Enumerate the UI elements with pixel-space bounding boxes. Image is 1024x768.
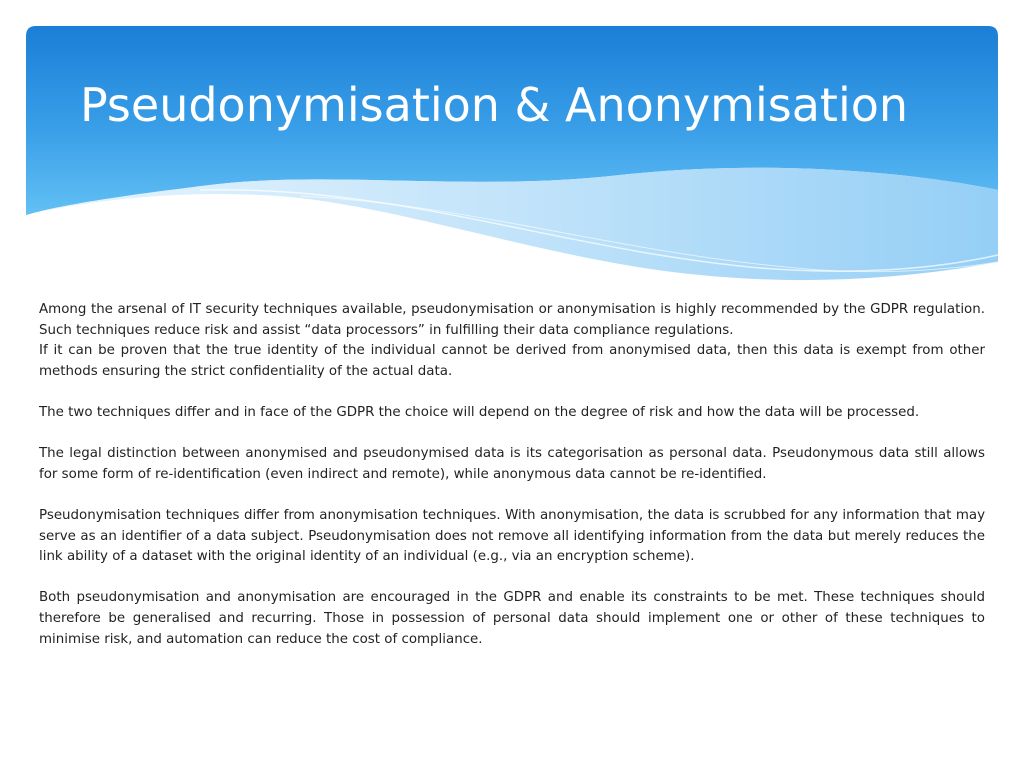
paragraph: The two techniques differ and in face of the GDPR the choice will depend on the degree of risk and how the data will be processed. xyxy=(39,404,920,420)
spacer xyxy=(39,382,985,403)
paragraph: If it can be proven that the true identity of the individual cannot be derived from anonymised data, then this data is exempt from other methods ensuring the strict confidentiality of the actual data. xyxy=(39,343,985,379)
spacer xyxy=(39,485,985,506)
paragraph: The legal distinction between anonymised and pseudonymised data is its categorisation as personal data. Pseudonymous data still allows for some form of re-identification (even indirect and remote), while anonymous data cannot be re-identified. xyxy=(39,446,985,482)
paragraph: Pseudonymisation techniques differ from anonymisation techniques. With anonymisation, the data is scrubbed for any information that may serve as an identifier of a data subject. Pseudonymisation does not remove all identifying information from the data but merely reduces the link ability of a dataset with the original identity of an individual (e.g., via an encryption scheme). xyxy=(39,507,985,565)
paragraph: Both pseudonymisation and anonymisation are encouraged in the GDPR and enable its constraints to be met. These techniques should therefore be generalised and recurring. Those in possession of personal data should implement one or other of these techniques to minimise risk, and automation can reduce the cost of compliance. xyxy=(39,590,985,647)
spacer xyxy=(39,568,985,589)
slide-body xyxy=(39,300,985,650)
paragraph: Among the arsenal of IT security techniques available, pseudonymisation or anonymisation is highly recommended by the GDPR regulation. Such techniques reduce risk and assist “data processors” in fulfilling their data compliance regulations. xyxy=(39,302,985,338)
spacer xyxy=(39,424,985,445)
header-wave-banner xyxy=(0,0,1024,300)
slide-title: Pseudonymisation & Anonymisation xyxy=(80,78,909,132)
